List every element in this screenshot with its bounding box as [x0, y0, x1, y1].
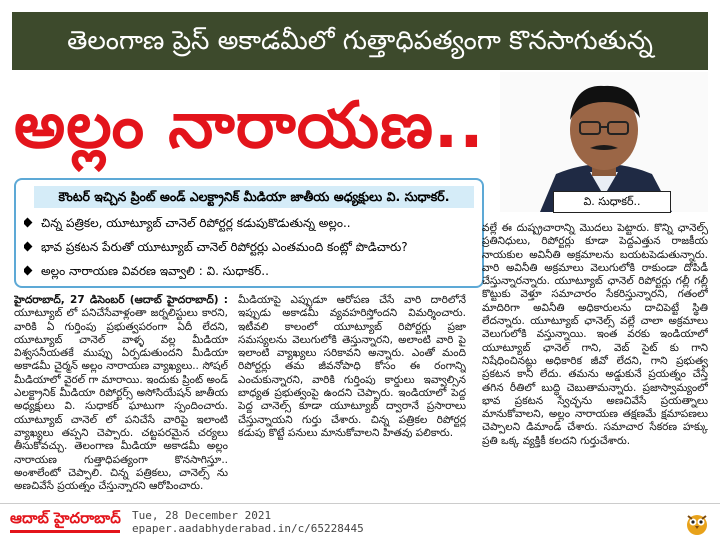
headline: అల్లం నారాయణ.. — [14, 89, 485, 163]
edition-meta — [132, 509, 364, 535]
footer-bar — [0, 503, 720, 540]
article-column-3 — [482, 222, 708, 492]
diamond-bullet-icon — [24, 218, 32, 228]
owl-mascot-icon — [684, 510, 710, 536]
dateline: హైదరాబాద్, 27 డిసెంబర్ (ఆదాబ్ హైదరాబాద్) : — [14, 294, 228, 306]
bullet-item — [24, 238, 474, 256]
bullet-item — [24, 262, 474, 280]
bullet-item — [24, 214, 474, 232]
logo-underline — [10, 530, 120, 533]
logo-text: ఆదాబ్ హైదరాబాద్ — [10, 509, 121, 527]
bullet-text: భావ ప్రకటన పేరుతో యూట్యూబ్ చానెల్ రిపోర్టర్లు ఎంతమంది కంట్లో పొడిచారు? — [41, 240, 408, 254]
edition-date: Tue, 28 December 2021 — [132, 509, 272, 522]
article-column-1 — [14, 294, 228, 492]
diamond-bullet-icon — [24, 242, 32, 252]
panel-title: కౌంటర్ ఇచ్చిన ప్రింట్ అండ్ ఎలక్ట్రానిక్ మీడియా జాతీయ అధ్యక్షులు వి. సుధాకర్. — [34, 186, 474, 208]
article-text: మీడియాపై ఎప్పుడూ ఆరోపణ చేసే వారి దారిలోనే ఇప్పుడు అకాడమీ వ్యవహరిస్తోందని విమర్శించారు. ఇటీవలి కాలంలో యూట్యూబ్ రిపోర్టర్లు ప్రజా సమస్యలను వెలుగులోకి తెస్తున్నారని, అలాంటి వారి పై ఇలాంటి వ్యాఖ్యలు సరికావని అన్నారు. ఎంతో మంది రిపోర్టర్లు తమ జీవనోపాధి కోసం ఈ రంగాన్ని ఎంచుకున్నారని, వారికి గుర్తింపు కార్డులు ఇవ్వాల్సిన బాధ్యత ప్రభుత్వంపై ఉందని చెప్పారు. ఇండియాలో పెద్ద పెద్ద చానెల్స్ కూడా యూట్యూబ్ ద్వారానే ప్రసారాలు చేస్తున్నాయని గుర్తు చేశారు. చిన్న పత్రికల రిపోర్టర్ల కడుపు కొట్టే పనులు మానుకోవాలని హితవు పలికారు. — [238, 294, 466, 439]
summary-panel — [14, 178, 484, 288]
article-column-2 — [238, 294, 466, 492]
edition-url[interactable]: epaper.aadabhyderabad.in/c/65228445 — [132, 522, 364, 535]
kicker-banner: తెలంగాణ ప్రెస్ అకాడమీలో గుత్తాధిపత్యంగా కొనసాగుతున్న — [12, 12, 708, 70]
article-text: యూట్యూబ్ లో పనిచేసేవాళ్లంతా జర్నలిస్టులు కారని, వారికి ఏ గుర్తింపు ప్రభుత్వపరంగా ఏదీ లేదని, యూట్యూబ్ చానెల్ వాళ్ళ వల్ల మీడియా విశ్వసనీయతకే ముప్పు ఏర్పడుతుందని మీడియా అకాడమీ చైర్మన్ అల్లం నారాయణ వ్యాఖ్యలు.. సోషల్ మీడియాలో వైరల్ గా మారాయి. ఇందుకు ప్రింట్ అండ్ ఎలక్ట్రానిక్ మీడియా రిపోర్టర్స్ అసోసియేషన్ జాతీయ అధ్యక్షులు వి. సుధాకర్ ఘాటుగా స్పందించారు. యూట్యూబ్ చానెల్ లో పనిచేసే వారిపై ఇలాంటి వ్యాఖ్యలు తప్పని చెప్పారు. చట్టపరమైన చర్యలు తీసుకోవచ్చు. తెలంగాణ మీడియా అకాడమీ అల్లం నారాయణ గుత్తాధిపత్యంగా కొనసాగిస్తూ.. అంశాలేంటో చెప్పాలి. చిన్న పత్రికలు, చానెల్స్ ను అణచివేసే ప్రయత్నం చేస్తున్నారని ఆరోపించారు. — [14, 307, 228, 492]
photo-caption: వి. సుధాకర్.. — [553, 191, 671, 213]
bullet-text: చిన్న పత్రికల, యూట్యూబ్ చానెల్ రిపోర్టర్ల కడుపుకొడుతున్న అల్లం.. — [41, 216, 351, 230]
bullet-text: అల్లం నారాయణ వివరణ ఇవ్వాలి : వి. సుధాకర్.. — [41, 264, 269, 278]
diamond-bullet-icon — [24, 266, 32, 276]
article-text: వల్లే ఈ దుష్ప్రచారాన్ని మొదలు పెట్టారు. కొన్ని ఛానెల్స్ ప్రతినిధులు, రిపోర్టర్లు కూడా పెద్దఎత్తున రాజకీయ నాయకుల అవినీతి అక్రమాలను బయటపెడుతున్నారు. వారి అవినీతి అక్రమాలు వెలుగులోకి రాకుండా దోపిడీ చేస్తున్నారన్నారు. యూట్యూబ్ ఛానెల్ రిపోర్టర్లు గల్లీ గల్లీ కొట్టుకు వెళ్తూ సమాచారం సేకరిస్తున్నారని, గతంలో మాదిరిగా అవినీతి అధికారులను దాచిపెట్టే స్థితి లేదన్నారు. యూట్యూబ్ ఛానెల్స్ వల్లే చాలా అక్రమాలు వెలుగులోకి వస్తున్నాయి. ఇంత వరకు ఇండియాలో యూట్యూబ్ ఛానెల్ గాని, వెబ్ సైట్ కు గాని నిషేధించినట్లు అధికారిక జీవో లేదని, గాని ప్రభుత్వ ప్రకటన కానీ లేదు. తమను అడ్డుకునే ప్రయత్నం చేస్తే తగిన రీతిలో బుద్ధి చెబుతామన్నారు. ప్రజాస్వామ్యంలో భావ ప్రకటన స్వేచ్ఛను అణచివేసే ప్రయత్నాలు మానుకోవాలని, అల్లం నారాయణ తక్షణమే క్షమాపణలు చెప్పాలని డిమాండ్ చేశారు. సమాచార సేకరణ హక్కు ప్రతి ఒక్క వ్యక్తికీ కలదని గుర్తుచేశారు. — [482, 222, 708, 447]
publication-logo — [10, 508, 120, 534]
